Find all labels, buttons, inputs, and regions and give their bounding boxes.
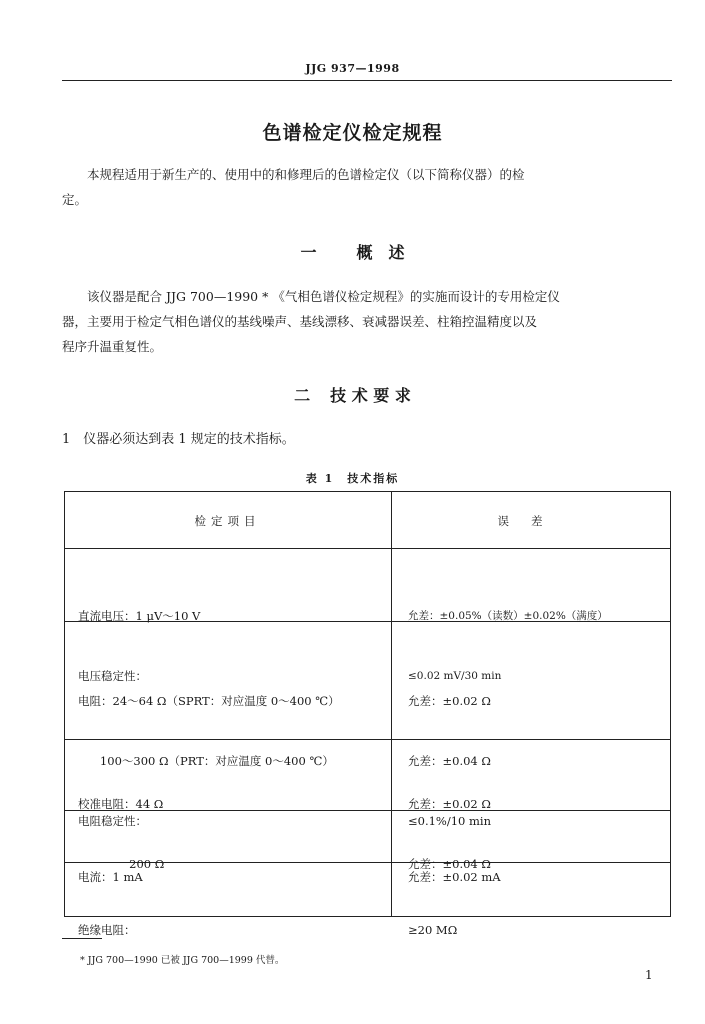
- section-1-heading: [0, 240, 705, 263]
- row-1-item-2: 电压稳定性：: [78, 669, 147, 683]
- section-1-line-1: 该仪器是配合 JJG 700—1990 * 《气相色谱仪检定规程》的实施而设计的专用检定仪: [87, 289, 560, 304]
- intro-line-2: 定。: [62, 192, 88, 207]
- table-row: [408, 880, 457, 960]
- row-4-error-1: 允差：±0.02 mA: [408, 870, 501, 884]
- footnote: * JJG 700—1990 已被 JJG 700—1999 代替。: [80, 955, 285, 966]
- row-2-item-2: 100～300 Ω（PRT：对应温度 0～400 ℃）: [78, 754, 334, 768]
- page-number: 1: [645, 968, 653, 982]
- row-5-error-1: ≥20 MΩ: [408, 923, 458, 937]
- intro-paragraph: [62, 162, 674, 212]
- row-2-error-1: 允差：±0.02 Ω: [408, 694, 491, 708]
- requirement-item-1: 1 仪器必须达到表 1 规定的技术指标。: [62, 432, 295, 447]
- section-2-number: 二: [294, 386, 311, 405]
- row-1-error-2: ≤0.02 mV/30 min: [408, 670, 502, 682]
- standard-code: JJG 937—1998: [305, 62, 400, 75]
- section-1-line-2: 器，主要用于检定气相色谱仪的基线噪声、基线漂移、衰减器误差、柱箱控温精度以及: [62, 314, 538, 329]
- section-1-paragraph: [62, 284, 674, 359]
- intro-line-1: 本规程适用于新生产的、使用中的和修理后的色谱检定仪（以下简称仪器）的检: [87, 167, 525, 182]
- row-4-item-1: 电流：1 mA: [78, 870, 143, 884]
- section-2-heading: [0, 383, 705, 406]
- footnote-rule: [62, 938, 102, 939]
- table-row-divider: [64, 548, 671, 549]
- row-3-error-2: 允差：±0.04 Ω: [408, 857, 491, 871]
- section-1-number: 一: [300, 243, 317, 262]
- section-2-title: 技 术 要 求: [330, 386, 411, 405]
- row-3-item-2: 200 Ω: [78, 857, 165, 871]
- row-2-error-2: 允差：±0.04 Ω: [408, 754, 491, 768]
- section-1-title: 概 述: [356, 243, 405, 262]
- row-1-error-1: 允差：±0.05%（读数）±0.02%（满度）: [408, 610, 608, 622]
- section-1-line-3: 程序升温重复性。: [62, 339, 163, 354]
- document-title: 色谱检定仪检定规程: [262, 122, 443, 144]
- row-5-item-1: 绝缘电阻：: [78, 923, 136, 937]
- table-caption: 表 1 技术指标: [305, 472, 400, 485]
- table-header-item: 检定项目: [194, 514, 261, 528]
- row-2-item-3: 电阻稳定性：: [78, 814, 147, 828]
- row-3-item-1: 校准电阻：44 Ω: [78, 797, 164, 811]
- row-1-item-1: 直流电压：1 μV～10 V: [78, 609, 201, 623]
- header-rule: [62, 80, 672, 81]
- table-header-error: 误差: [497, 514, 565, 528]
- row-2-error-3: ≤0.1%/10 min: [408, 814, 492, 828]
- row-3-error-1: 允差：±0.02 Ω: [408, 797, 491, 811]
- table-row: [78, 880, 136, 960]
- row-2-item-1: 电阻：24～64 Ω（SPRT：对应温度 0～400 ℃）: [78, 694, 340, 708]
- table-column-divider: [391, 491, 392, 917]
